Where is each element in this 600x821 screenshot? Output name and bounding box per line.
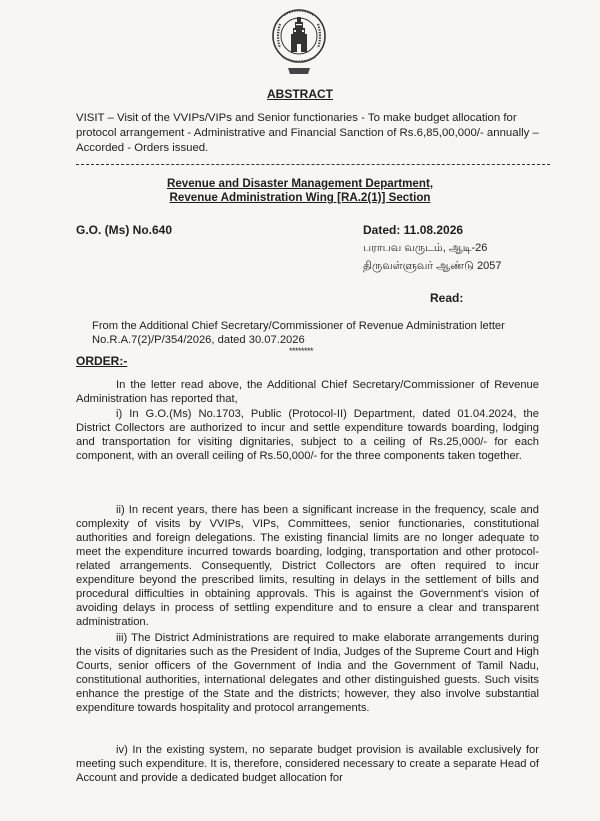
order-paragraph-ii: ii) In recent years, there has been a significant increase in the frequency, scale and complexity of visits by VVIPs, VIPs, Committees, senior functionaries, constitutional authorities and foreign delegations. The existing financial limits are no longer adequate to meet the expenditure incurred towards boarding, lodging, transportation and other protocol-related arrangements. Consequently, District Collectors are often required to incur expenditure beyond the prescribed limits, resulting in delays in the settlement of bills and procedural difficulties in obtaining approvals. This is against the Government's vision of avoiding delays in process of settling expenditure and to ensure a clear and transparent administration. xyxy=(76,504,539,628)
go-number: G.O. (Ms) No.640 xyxy=(76,223,173,237)
tamil-date-line-2: திருவள்ளுவர் ஆண்டு 2057 xyxy=(363,260,502,272)
order-paragraph-intro: In the letter read above, the Additional Chief Secretary/Commissioner of Revenue Administration has reported that, xyxy=(76,379,539,405)
abstract-heading: ABSTRACT xyxy=(267,87,333,101)
read-label: Read: xyxy=(430,291,464,305)
tamil-date-line-1: பராபவ வருடம், ஆடி-26 xyxy=(363,242,488,254)
department-heading xyxy=(0,177,600,205)
order-subject: VISIT – Visit of the VVIPs/VIPs and Senior functionaries - To make budget allocation for protocol arrangement - Administrative and Financial Sanction of Rs.6,85,00,000/- annually – Accorded - Orders issued. xyxy=(76,112,539,154)
order-paragraph-i: i) In G.O.(Ms) No.1703, Public (Protocol-II) Department, dated 01.04.2024, the District Collectors are authorized to incur and settle expenditure towards boarding, lodging and transportation for visiting dignitaries, subject to a ceiling of Rs.25,000/- for each component, with an overall ceiling of Rs.50,000/- for the three components taken together. xyxy=(76,408,539,462)
dashed-divider xyxy=(76,164,550,165)
order-paragraph-iv: iv) In the existing system, no separate budget provision is available exclusively for meeting such expenditure. It is, therefore, considered necessary to create a separate Head of Account and provide a dedicated budget allocation for xyxy=(76,744,539,784)
order-date: Dated: 11.08.2026 xyxy=(363,223,464,237)
reference-separator: ******** xyxy=(289,346,314,356)
department-name: Revenue and Disaster Management Department, xyxy=(166,177,434,190)
reference-letter: From the Additional Chief Secretary/Commissioner of Revenue Administration letter No.R.A.7(2)/P/354/2026, dated 30.07.2026 xyxy=(92,320,505,346)
section-name: Revenue Administration Wing [RA.2(1)] Section xyxy=(169,191,431,204)
order-paragraph-iii: iii) The District Administrations are required to make elaborate arrangements during the visits of dignitaries such as the President of India, Judges of the Supreme Court and High Courts, senior officers of the Government of India and the Government of Tamil Nadu, constitutional authorities, international delegates and other distinguished guests. Such visits enhance the prestige of the State and the districts; however, they also involve substantial expenditure towards hospitality and protocol arrangements. xyxy=(76,632,539,714)
tamil-nadu-emblem-seal xyxy=(270,6,328,80)
order-heading: ORDER:- xyxy=(76,354,128,368)
